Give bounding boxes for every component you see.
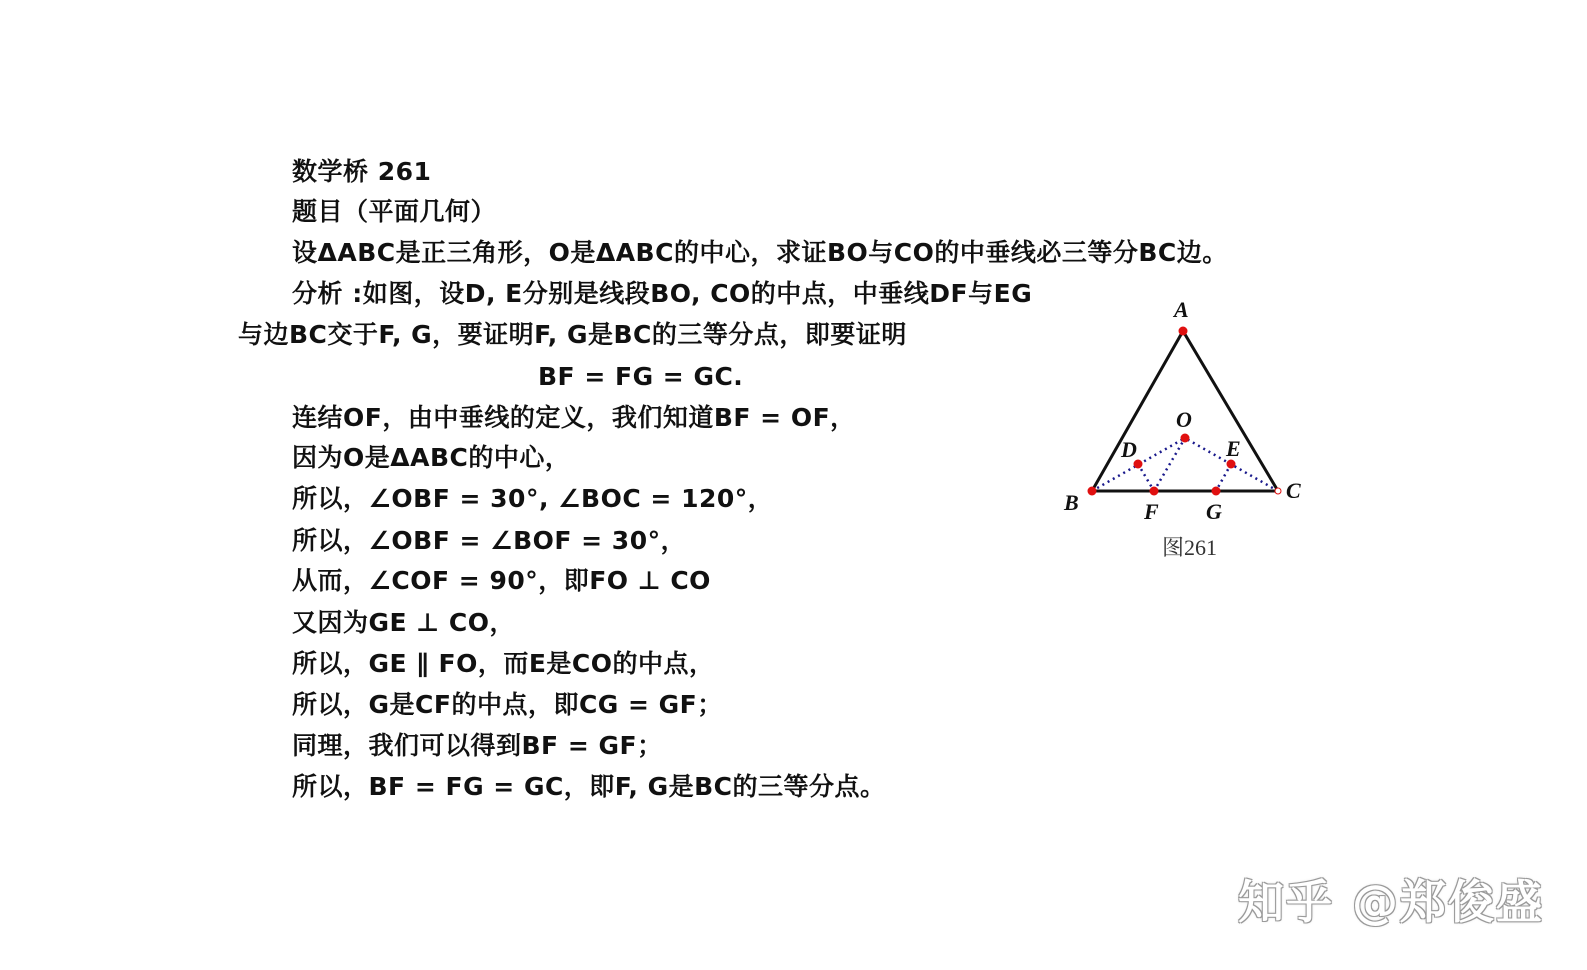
analysis-line: 分析 :如图，设D, E分别是线段BO, CO的中点，中垂线DF与EG: [292, 279, 1033, 308]
segment-df: [1138, 464, 1154, 491]
label-c: C: [1286, 478, 1301, 503]
point-g: [1212, 487, 1221, 496]
analysis-line: 与边BC交于F, G，要证明F, G是BC的三等分点，即要证明: [238, 320, 907, 349]
label-a: A: [1174, 297, 1189, 322]
proof-line: 连结OF，由中垂线的定义，我们知道BF = OF，: [292, 403, 856, 432]
watermark: 知乎 @郑俊盛: [1238, 875, 1545, 929]
problem-statement: 设ΔABC是正三角形，O是ΔABC的中心，求证BO与CO的中垂线必三等分BC边。: [292, 238, 1228, 267]
segment-eg: [1216, 464, 1231, 491]
proof-line: 因为O是ΔABC的中心，: [292, 443, 571, 472]
proof-line: 同理，我们可以得到BF = GF；: [292, 731, 663, 760]
figure-caption: 图261: [1162, 535, 1218, 560]
label-g: G: [1206, 499, 1222, 524]
equation-line: BF = FG = GC.: [538, 362, 744, 391]
proof-line: 又因为GE ⊥ CO，: [292, 608, 515, 637]
triangle-figure: [1050, 285, 1320, 575]
proof-line: 所以，GE ∥ FO，而E是CO的中点，: [292, 649, 715, 678]
conclusion-line: 所以，BF = FG = GC，即F, G是BC的三等分点。: [292, 772, 886, 801]
point-c: [1275, 488, 1281, 494]
point-f: [1150, 487, 1159, 496]
label-d: D: [1121, 437, 1137, 462]
problem-heading: 题目（平面几何）: [292, 197, 497, 226]
proof-line: 所以，∠OBF = ∠BOF = 30°，: [292, 526, 687, 555]
point-b: [1088, 487, 1097, 496]
point-o: [1181, 434, 1190, 443]
label-e: E: [1226, 436, 1241, 461]
label-b: B: [1064, 490, 1079, 515]
label-o: O: [1176, 407, 1192, 432]
point-a: [1179, 327, 1188, 336]
segment-fo: [1154, 438, 1185, 491]
proof-line: 从而，∠COF = 90°，即FO ⊥ CO: [292, 566, 711, 595]
proof-line: 所以，G是CF的中点，即CG = GF；: [292, 690, 723, 719]
label-f: F: [1144, 499, 1159, 524]
doc-title: 数学桥 261: [292, 157, 432, 186]
proof-line: 所以，∠OBF = 30°, ∠BOC = 120°，: [292, 484, 774, 513]
